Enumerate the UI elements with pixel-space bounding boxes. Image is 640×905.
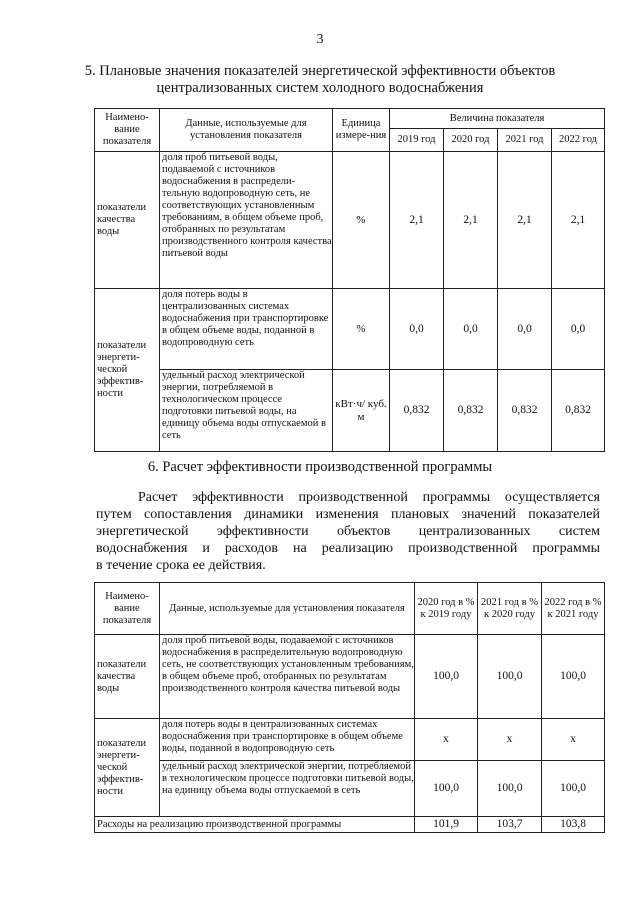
indicator-description: удельный расход электрической энергии, потребляемой в технологическом процессе подготовки питьевой воды, на единицу объема воды отпускаемой в сеть (160, 370, 333, 452)
indicator-value: х (415, 719, 478, 761)
indicators-table (94, 108, 605, 452)
paragraph-line: энергетической эффективности объектов централизованных систем (96, 524, 600, 539)
table-row (95, 289, 605, 370)
page-number: 3 (316, 32, 324, 47)
paragraph-line: путем сопоставления динамики изменения плановых значений показателей (96, 507, 600, 522)
indicator-group-name: показатели энергети-ческой эффектив-ности (95, 289, 160, 452)
indicator-value: 0,832 (552, 370, 605, 452)
indicator-value: 2,1 (390, 152, 444, 289)
header-year-ratio: 2020 год в % к 2019 году (415, 583, 478, 635)
indicator-value: 100,0 (542, 761, 605, 817)
indicator-value: х (478, 719, 542, 761)
header-value-group: Величина показателя (390, 109, 605, 129)
table-row (95, 761, 605, 817)
indicator-description: доля проб питьевой воды, подаваемой с источников водоснабжения в распредели-тельную водопроводную сеть, не соответствующих установленным требованиям, в общем объеме проб, отобранных по результатам производственного контроля качества питьевой воды (160, 152, 333, 289)
indicator-value: 0,0 (498, 289, 552, 370)
indicator-value: 0,0 (390, 289, 444, 370)
indicator-group-name: показатели качества воды (95, 635, 160, 719)
indicator-description: доля потерь воды в централизованных системах водоснабжения при транспортировке в общем объеме воды, поданной в водопроводную сеть (160, 719, 415, 761)
indicator-value: 0,832 (498, 370, 552, 452)
indicator-value: 0,0 (552, 289, 605, 370)
expenses-value: 101,9 (415, 817, 478, 833)
expenses-value: 103,8 (542, 817, 605, 833)
indicator-group-name: показатели энергети-ческой эффектив-ности (95, 719, 160, 817)
section-5-title-line-2: централизованных систем холодного водоснабжения (156, 80, 484, 96)
table-row (95, 635, 605, 719)
indicator-value: 100,0 (415, 761, 478, 817)
table-row-footer (95, 817, 605, 833)
expenses-value: 103,7 (478, 817, 542, 833)
paragraph-line: в течение срока ее действия. (96, 558, 266, 573)
section-6-paragraph (96, 489, 600, 574)
indicator-value: 2,1 (498, 152, 552, 289)
table-row (95, 370, 605, 452)
section-5-title (40, 63, 600, 97)
indicator-unit: кВт·ч/ куб. м (333, 370, 390, 452)
header-indicator-name: Наимено-вание показателя (95, 109, 160, 152)
indicator-value: 0,832 (444, 370, 498, 452)
indicator-description: доля проб питьевой воды, подаваемой с источников водоснабжения в распределительную водопроводную сеть, не соответствующих установленным требованиям, в общем объеме проб, отобранных по результатам производственного контроля качества питьевой воды (160, 635, 415, 719)
header-unit: Единица измере-ния (333, 109, 390, 152)
indicator-value: 100,0 (415, 635, 478, 719)
indicator-value: 100,0 (478, 761, 542, 817)
header-data-used: Данные, используемые для установления показателя (160, 583, 415, 635)
section-5-title-line-1: 5. Плановые значения показателей энергетической эффективности объектов (84, 63, 556, 79)
header-year: 2020 год (444, 129, 498, 152)
efficiency-table (94, 582, 605, 833)
indicator-group-name: показатели качества воды (95, 152, 160, 289)
indicator-value: 100,0 (478, 635, 542, 719)
header-year: 2019 год (390, 129, 444, 152)
paragraph-line: водоснабжения и расходов на реализацию производственной программы (96, 541, 600, 556)
header-year-ratio: 2021 год в % к 2020 году (478, 583, 542, 635)
paragraph-line: Расчет эффективности производственной программы осуществляется (138, 490, 600, 505)
indicator-value: х (542, 719, 605, 761)
indicator-unit: % (333, 152, 390, 289)
indicator-value: 100,0 (542, 635, 605, 719)
header-data-used: Данные, используемые для установления показателя (160, 109, 333, 152)
header-year: 2021 год (498, 129, 552, 152)
header-year: 2022 год (552, 129, 605, 152)
header-indicator-name: Наимено-вание показателя (95, 583, 160, 635)
indicator-unit: % (333, 289, 390, 370)
section-6-title: 6. Расчет эффективности производственной программы (147, 459, 493, 475)
indicator-value: 2,1 (444, 152, 498, 289)
indicator-value: 0,0 (444, 289, 498, 370)
indicator-value: 0,832 (390, 370, 444, 452)
table-row (95, 719, 605, 761)
expenses-label: Расходы на реализацию производственной программы (95, 817, 415, 833)
indicator-description: удельный расход электрической энергии, потребляемой в технологическом процессе подготовки питьевой воды, на единицу объема воды отпускаемой в сеть (160, 761, 415, 817)
table-row (95, 152, 605, 289)
header-year-ratio: 2022 год в % к 2021 году (542, 583, 605, 635)
indicator-value: 2,1 (552, 152, 605, 289)
indicator-description: доля потерь воды в централизованных системах водоснабжения при транспортировке в общем объеме воды, поданной в водопроводную сеть (160, 289, 333, 370)
